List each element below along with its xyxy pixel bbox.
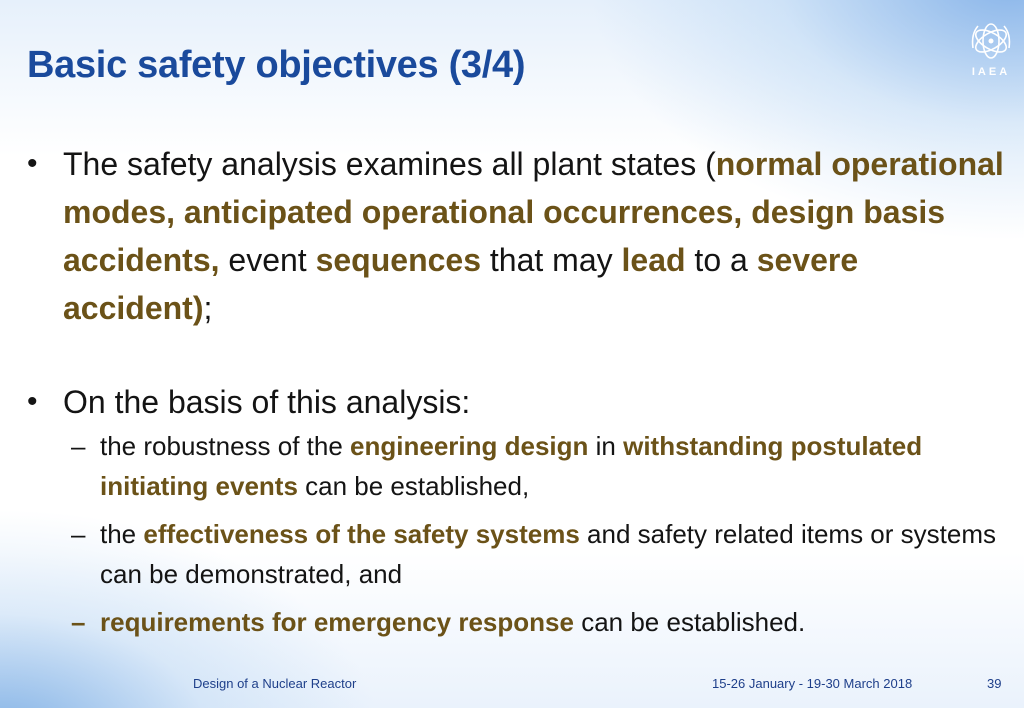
sub-bullet-dash: –	[71, 431, 86, 461]
slide-title: Basic safety objectives (3/4)	[27, 44, 526, 86]
sub-bullet-dash: –	[71, 607, 86, 637]
iaea-logo	[964, 20, 1018, 80]
logo-text: IAEA	[971, 66, 1011, 78]
text-run: the robustness of the	[100, 431, 351, 461]
sub-bullet-safety-systems	[27, 514, 1007, 594]
sub-bullet-engineering-design	[27, 426, 1007, 506]
text-run: and safety related items or systems can be demonstrated, and	[100, 519, 996, 589]
sub-bullet-text	[100, 519, 996, 589]
slide-content	[27, 140, 1007, 642]
highlighted-term: sequences	[315, 242, 481, 278]
text-run: in	[588, 431, 624, 461]
footer-dates: 15-26 January - 19-30 March 2018	[712, 676, 913, 691]
text-run: can be established,	[297, 471, 530, 501]
iaea-atom-emblem-icon	[968, 20, 1014, 62]
sub-bullet-text	[100, 607, 805, 637]
text-run: event	[219, 242, 316, 278]
bullet-plant-states	[27, 140, 1007, 332]
sub-bullet-text	[100, 431, 922, 501]
sub-bullet-emergency-response	[27, 602, 1007, 642]
text-run: On the basis of this analysis:	[63, 384, 471, 420]
highlighted-term: withstanding postulated initiating events	[100, 431, 923, 501]
highlighted-term: normal operational modes, anticipated operational occurrences, design basis accidents,	[63, 146, 1004, 278]
highlighted-term: requirements for emergency response	[100, 607, 574, 637]
bullet-dot: •	[27, 385, 38, 418]
bullet-basis-of-analysis	[27, 378, 1007, 426]
text-run: that may	[481, 242, 622, 278]
bullet-text	[63, 384, 470, 420]
text-run: can be established.	[573, 607, 806, 637]
bullet-dot: •	[27, 147, 38, 180]
text-run: ;	[203, 290, 213, 326]
highlighted-term: engineering design	[350, 431, 589, 461]
bullet-text	[63, 146, 1004, 326]
highlighted-term: effectiveness of the safety systems	[143, 519, 580, 549]
footer-course-title: Design of a Nuclear Reactor	[193, 676, 357, 691]
text-run: The safety analysis examines all plant states (	[63, 146, 716, 182]
text-run: to a	[685, 242, 757, 278]
highlighted-term: severe accident)	[63, 242, 859, 326]
footer-page-number: 39	[987, 676, 1002, 691]
sub-bullet-dash: –	[71, 519, 86, 549]
text-run: the	[100, 519, 144, 549]
highlighted-term: lead	[621, 242, 686, 278]
